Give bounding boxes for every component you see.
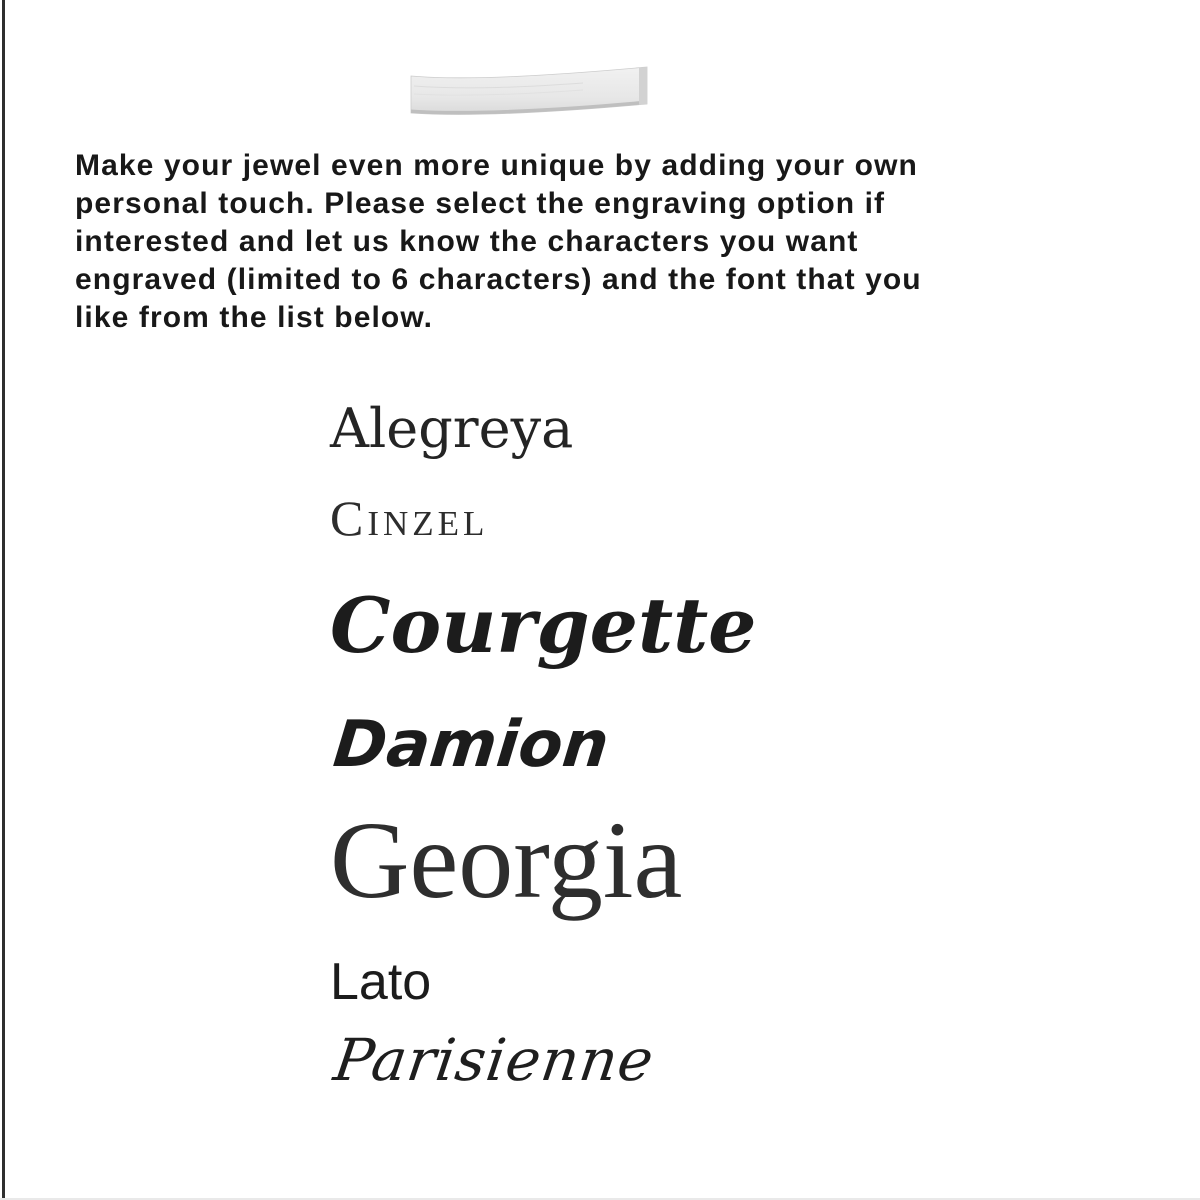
font-sample-parisienne: Parisienne xyxy=(329,1025,659,1094)
intro-line: Make your jewel even more unique by adding your own xyxy=(75,149,918,182)
intro-paragraph xyxy=(75,147,1115,337)
font-sample-alegreya: Alegreya xyxy=(330,397,574,460)
intro-line: like from the list below. xyxy=(75,301,434,334)
font-sample-lato: Lato xyxy=(330,953,432,1012)
font-sample-courgette: Courgette xyxy=(330,580,757,670)
curved-engraving-plate-icon xyxy=(408,64,650,120)
intro-line: personal touch. Please select the engraving option if xyxy=(75,187,886,220)
intro-line: interested and let us know the characters you want xyxy=(75,225,859,258)
intro-line: engraved (limited to 6 characters) and the font that you xyxy=(75,263,922,296)
font-sample-georgia: Georgia xyxy=(330,798,683,921)
font-list xyxy=(330,398,757,1094)
left-border-line xyxy=(2,0,5,1200)
font-sample-cinzel: Cinzel xyxy=(330,490,489,547)
font-sample-damion: Damion xyxy=(330,707,613,782)
